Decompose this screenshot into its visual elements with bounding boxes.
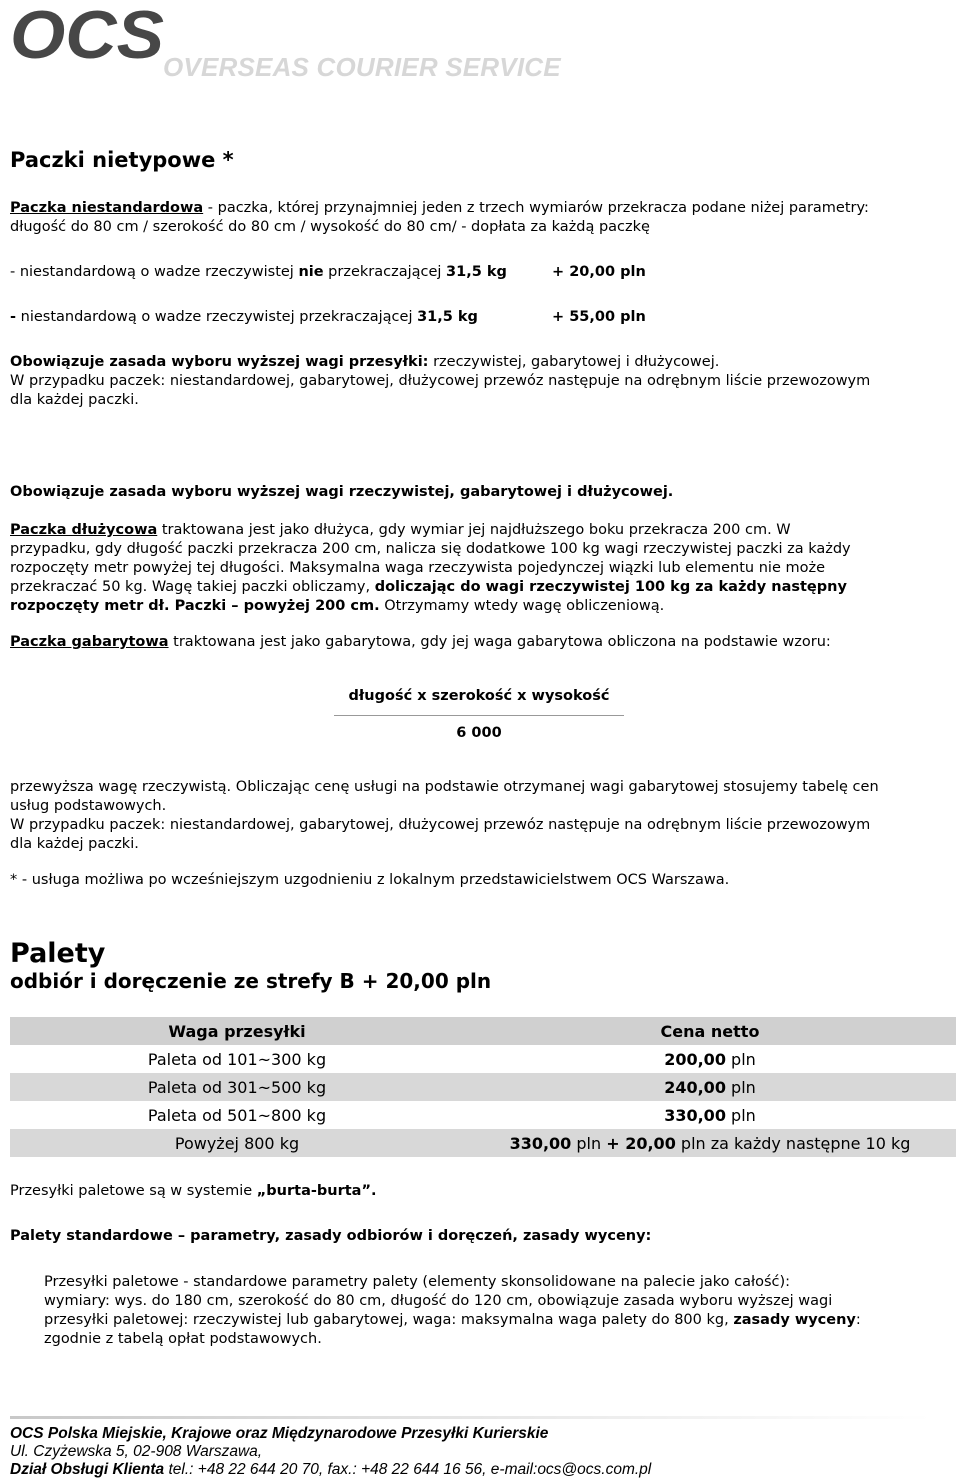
gabaryt-def: traktowana jest jako gabarytowa, gdy jej waga gabarytowa obliczona na podstawie wzoru: [168, 634, 831, 650]
section-title-paczki: Paczki nietypowe * [10, 148, 234, 172]
row2-weight: 31,5 kg [417, 309, 478, 325]
row-weight: Paleta od 101~300 kg [10, 1045, 464, 1073]
rule-paragraph-1 [10, 353, 950, 410]
surcharge-price-1: + 20,00 pln [552, 264, 646, 280]
after-line3: W przypadku paczek: niestandardowej, gabarytowej, dłużycowej przewóz następuje na odrębnym liście przewozowym [10, 817, 871, 833]
company-subtitle: OVERSEAS COURIER SERVICE [163, 52, 561, 82]
footer-email-link[interactable]: ocs@ocs.com.pl [537, 1461, 652, 1478]
rule1-bold: Obowiązuje zasada wyboru wyższej wagi przesyłki: [10, 354, 429, 370]
pallet-price-table [10, 1017, 956, 1157]
formula-numerator: długość x szerokość x wysokość [348, 688, 610, 704]
table-row [10, 1129, 956, 1157]
footer-phone-fax: tel.: +48 22 644 20 70, fax.: +48 22 644 16 56, e-mail: [164, 1461, 538, 1478]
after-line2: usług podstawowych. [10, 798, 167, 814]
footer-company: OCS Polska Miejskie, Krajowe oraz Międzynarodowe Przesyłki Kurierskie [10, 1425, 549, 1442]
row1-weight: 31,5 kg [446, 264, 507, 280]
row2-dash: - [10, 309, 17, 325]
system-text: Przesyłki paletowe są w systemie [10, 1183, 257, 1199]
footer-address: Ul. Czyżewska 5, 02-908 Warszawa, [10, 1443, 263, 1460]
palety-subtitle: odbiór i doręczenie ze strefy B + 20,00 pln [10, 969, 492, 993]
row-price: 330,00 pln + 20,00 pln za każdy następne 10 kg [464, 1129, 956, 1157]
row-weight: Powyżej 800 kg [10, 1129, 464, 1157]
header-price: Cena netto [464, 1017, 956, 1045]
ocs-logo [8, 2, 168, 62]
table-row [10, 1045, 956, 1073]
rule-paragraph-2: Obowiązuje zasada wyboru wyższej wagi rzeczywistej, gabarytowej i dłużycowej. [10, 484, 674, 500]
std-line2: wymiary: wys. do 180 cm, szerokość do 80 cm, długość do 120 cm, obowiązuje zasada wyboru wyższej wagi [44, 1293, 833, 1309]
dluzyca-line4a: przekraczać 50 kg. Wagę takiej paczki obliczamy, [10, 579, 375, 595]
formula-divider [334, 715, 624, 716]
dluzyca-line1: traktowana jest jako dłużyca, gdy wymiar jej najdłuższego boku przekracza 200 cm. W [157, 522, 791, 538]
std-line4: zgodnie z tabelą opłat podstawowych. [44, 1331, 322, 1347]
row1-text-b: nie [298, 264, 324, 280]
row-price: 240,00 pln [464, 1073, 956, 1101]
standard-pallets-heading: Palety standardowe – parametry, zasady odbiorów i doręczeń, zasady wyceny: [10, 1228, 652, 1244]
table-header-row [10, 1017, 956, 1045]
header-weight: Waga przesyłki [10, 1017, 464, 1045]
surcharge-price-2: + 55,00 pln [552, 309, 646, 325]
surcharge-row-2 [10, 308, 478, 327]
std-line3b: zasady wyceny [733, 1312, 856, 1328]
footer-contact-label: Dział Obsługi Klienta [10, 1461, 165, 1478]
footer-contact [10, 1461, 651, 1479]
dluzyca-line3: rozpoczęty metr powyżej tej długości. Maksymalna waga rzeczywista pojedynczej wiązki lub elementu nie może [10, 560, 826, 576]
std-line3c: : [855, 1312, 861, 1328]
row1-text-c: przekraczającej [323, 264, 447, 280]
dluzyca-paragraph [10, 521, 955, 616]
table-row [10, 1101, 956, 1129]
after-line4: dla każdej paczki. [10, 836, 139, 852]
row-weight: Paleta od 501~800 kg [10, 1101, 464, 1129]
after-formula-paragraph [10, 778, 955, 854]
footnote: * - usługa możliwa po wcześniejszym uzgodnieniu z lokalnym przedstawicielstwem OCS Warszawa. [10, 872, 730, 888]
nonstd-definition [10, 199, 950, 237]
dluzyca-line5a: rozpoczęty metr dł. Paczki – powyżej 200 cm. [10, 598, 380, 614]
dluzyca-line4b: doliczając do wagi rzeczywistej 100 kg za każdy następny [374, 579, 847, 595]
row-price: 200,00 pln [464, 1045, 956, 1073]
nonstd-term: Paczka niestandardowa [10, 200, 204, 216]
dluzyca-line2: przypadku, gdy długość paczki przekracza 200 cm, nalicza się dodatkowe 100 kg wagi rzeczywistej paczki za każdy [10, 541, 851, 557]
standard-pallets-paragraph [44, 1273, 949, 1349]
rule1-line3: dla każdej paczki. [10, 392, 139, 408]
dluzyca-line5b: Otrzymamy wtedy wagę obliczeniową. [379, 598, 665, 614]
std-line1: Przesyłki paletowe - standardowe parametry palety (elementy skonsolidowane na palecie jako całość): [44, 1274, 791, 1290]
gabaryt-term: Paczka gabarytowa [10, 634, 169, 650]
logo-text: OCS [10, 2, 164, 62]
table-row [10, 1073, 956, 1101]
surcharge-row-1 [10, 263, 507, 282]
after-line1: przewyższa wagę rzeczywistą. Obliczając cenę usługi na podstawie otrzymanej wagi gabarytowej stosujemy tabelę cen [10, 779, 879, 795]
row-price: 330,00 pln [464, 1101, 956, 1129]
nonstd-dimensions: długość do 80 cm / szerokość do 80 cm / wysokość do 80 cm/ - dopłata za każdą paczkę [10, 219, 650, 235]
rule1-rest: rzeczywistej, gabarytowej i dłużycowej. [428, 354, 720, 370]
formula-denominator: 6 000 [456, 725, 502, 741]
row-weight: Paleta od 301~500 kg [10, 1073, 464, 1101]
section-title-palety: Palety [10, 938, 106, 969]
system-bold: „burta-burta”. [256, 1183, 377, 1199]
row2-text: niestandardową o wadze rzeczywistej przekraczającej [16, 309, 418, 325]
pallet-system-note [10, 1182, 377, 1201]
std-line3a: przesyłki paletowej: rzeczywistej lub gabarytowej, waga: maksymalna waga palety do 800 kg, [44, 1312, 734, 1328]
dluzyca-term: Paczka dłużycowa [10, 522, 158, 538]
footer-divider [10, 1416, 932, 1419]
gabaryt-paragraph [10, 633, 831, 652]
row1-text-a: - niestandardową o wadze rzeczywistej [10, 264, 299, 280]
rule1-line2: W przypadku paczek: niestandardowej, gabarytowej, dłużycowej przewóz następuje na odrębnym liście przewozowym [10, 373, 871, 389]
nonstd-def-text: - paczka, której przynajmniej jeden z trzech wymiarów przekracza podane niżej parametry: [203, 200, 869, 216]
